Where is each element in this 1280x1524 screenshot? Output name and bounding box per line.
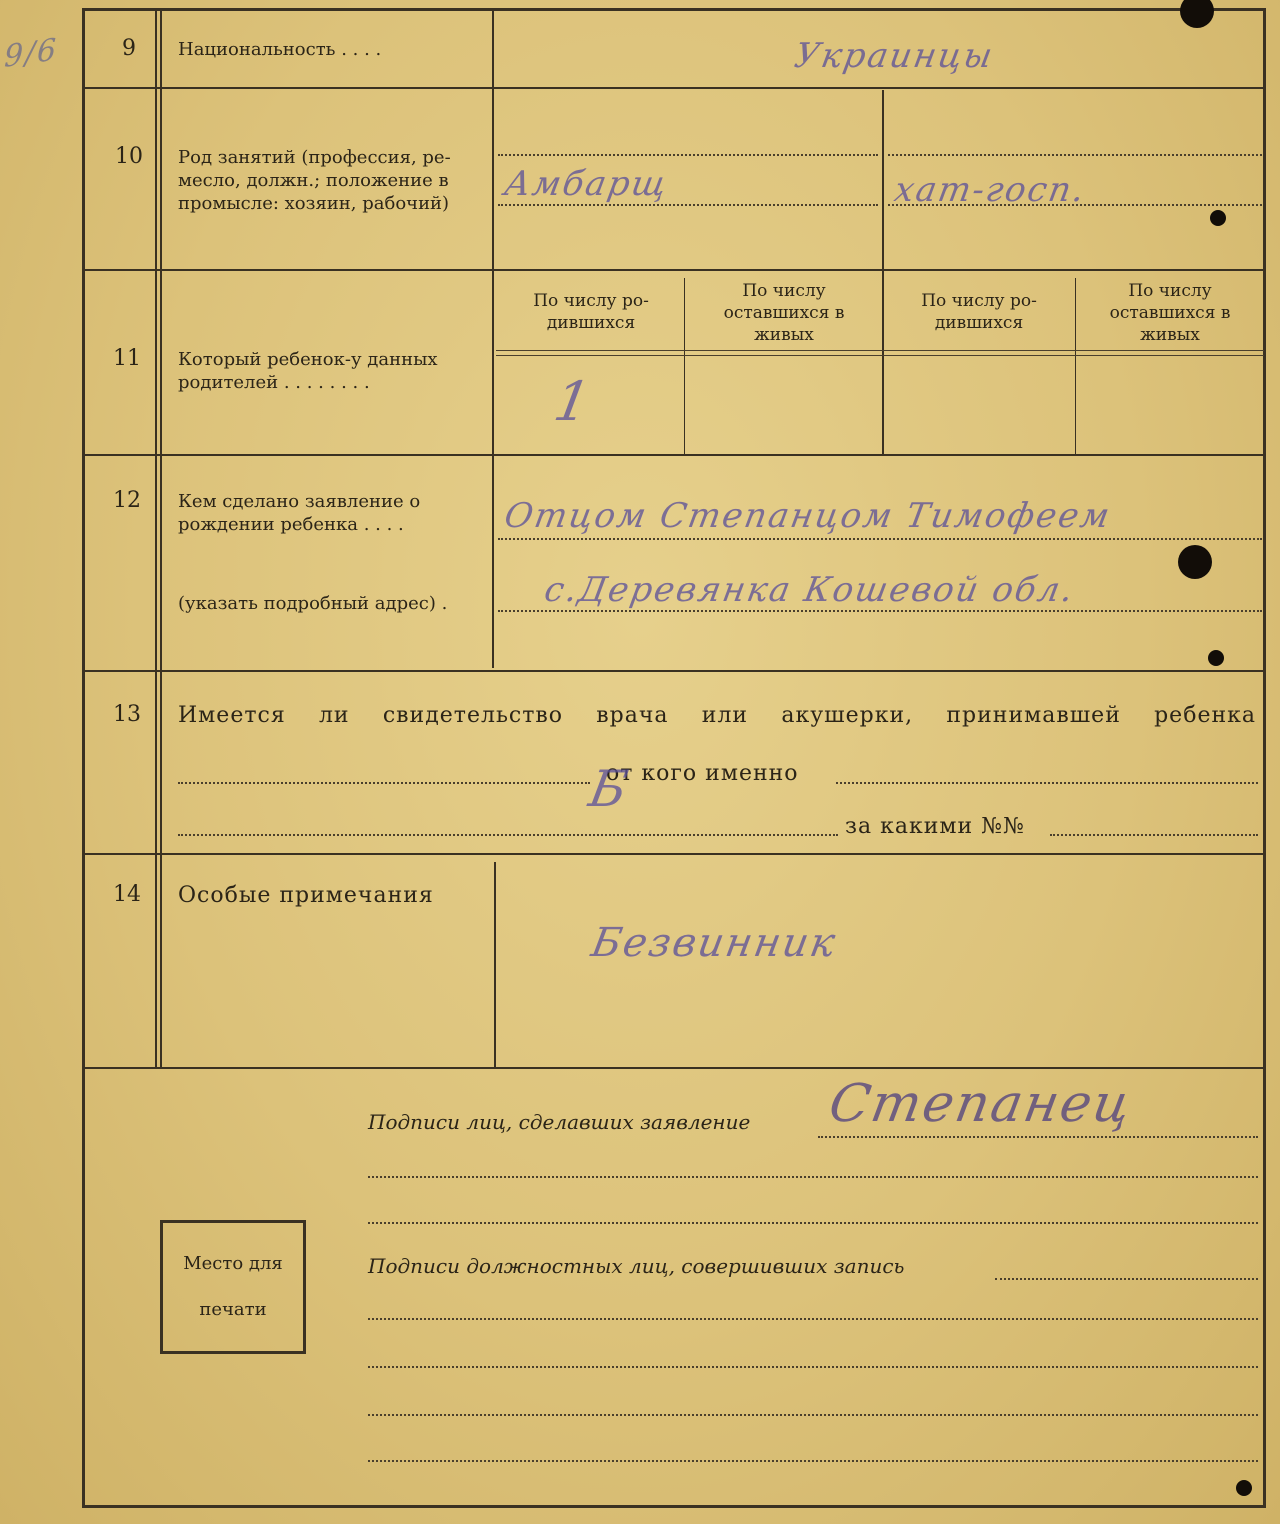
punch-hole <box>1178 545 1212 579</box>
label-from-whom: от кого именно <box>606 761 799 786</box>
label-official-signatures: Подписи должностных лиц, совершивших запись <box>368 1254 905 1278</box>
row-number-13: 13 <box>113 702 141 727</box>
label-address: (указать подробный адрес) . <box>178 593 448 614</box>
label-declarant <box>178 490 420 536</box>
label-child-order-line-2: родителей . . . . . . . . <box>178 372 370 393</box>
col-header-alive-1: По числу оставшихся в живых <box>723 281 845 345</box>
col-header-alive-2: По числу оставшихся в живых <box>1109 281 1231 345</box>
value-medical-certificate: Б <box>584 760 634 818</box>
value-declarant: Отцом Степанцом Тимофеем <box>501 496 1115 536</box>
label-declarant-line-1: Кем сделано заявление о <box>178 491 421 512</box>
label-declarant-line-2: рождении ребенка . . . . <box>178 514 404 535</box>
row-number-14: 14 <box>113 882 141 907</box>
label-applicant-signatures: Подписи лиц, сделавших заявление <box>368 1110 751 1134</box>
label-occupation-line-2: месло, должн.; положение в <box>178 170 449 191</box>
col-header-born-2: По числу ро- дившихся <box>921 291 1037 333</box>
punch-hole <box>1210 210 1226 226</box>
seal-text-line-2: печати <box>199 1299 267 1320</box>
label-medical-certificate: Имеется ли свидетельство врача или акушерки, принимавшей ребенка <box>178 703 1256 728</box>
value-father-occupation: Амбарщ <box>501 164 672 204</box>
label-occupation-line-3: промысле: хозяин, рабочий) <box>178 193 450 214</box>
label-special-notes: Особые примечания <box>178 883 434 908</box>
label-occupation <box>178 146 451 215</box>
punch-hole <box>1236 1480 1252 1496</box>
value-child-order: 1 <box>549 370 597 433</box>
value-mother-occupation: хат-госп. <box>891 170 1090 210</box>
value-nationality: Украинцы <box>791 36 998 76</box>
seal-placeholder <box>160 1220 306 1354</box>
label-child-order-line-1: Который ребенок-у данных <box>178 349 438 370</box>
margin-note: 9/6 <box>3 31 59 76</box>
row-number-12: 12 <box>113 488 141 513</box>
label-which-numbers: за какими №№ <box>845 814 1025 839</box>
row-number-9: 9 <box>122 36 136 61</box>
value-special-notes: Безвинник <box>587 920 841 966</box>
value-declarant-address: с.Деревянка Кошевой обл. <box>541 570 1078 610</box>
row-number-11: 11 <box>113 346 141 371</box>
label-occupation-line-1: Род занятий (профессия, ре- <box>178 147 451 168</box>
label-nationality: Национальность . . . . <box>178 39 382 60</box>
punch-hole <box>1208 650 1224 666</box>
label-child-order <box>178 348 438 394</box>
applicant-signature: Степанец <box>824 1074 1137 1134</box>
seal-text-line-1: Место для <box>183 1253 283 1274</box>
col-header-born-1: По числу ро- дившихся <box>533 291 649 333</box>
row-number-10: 10 <box>115 144 143 169</box>
